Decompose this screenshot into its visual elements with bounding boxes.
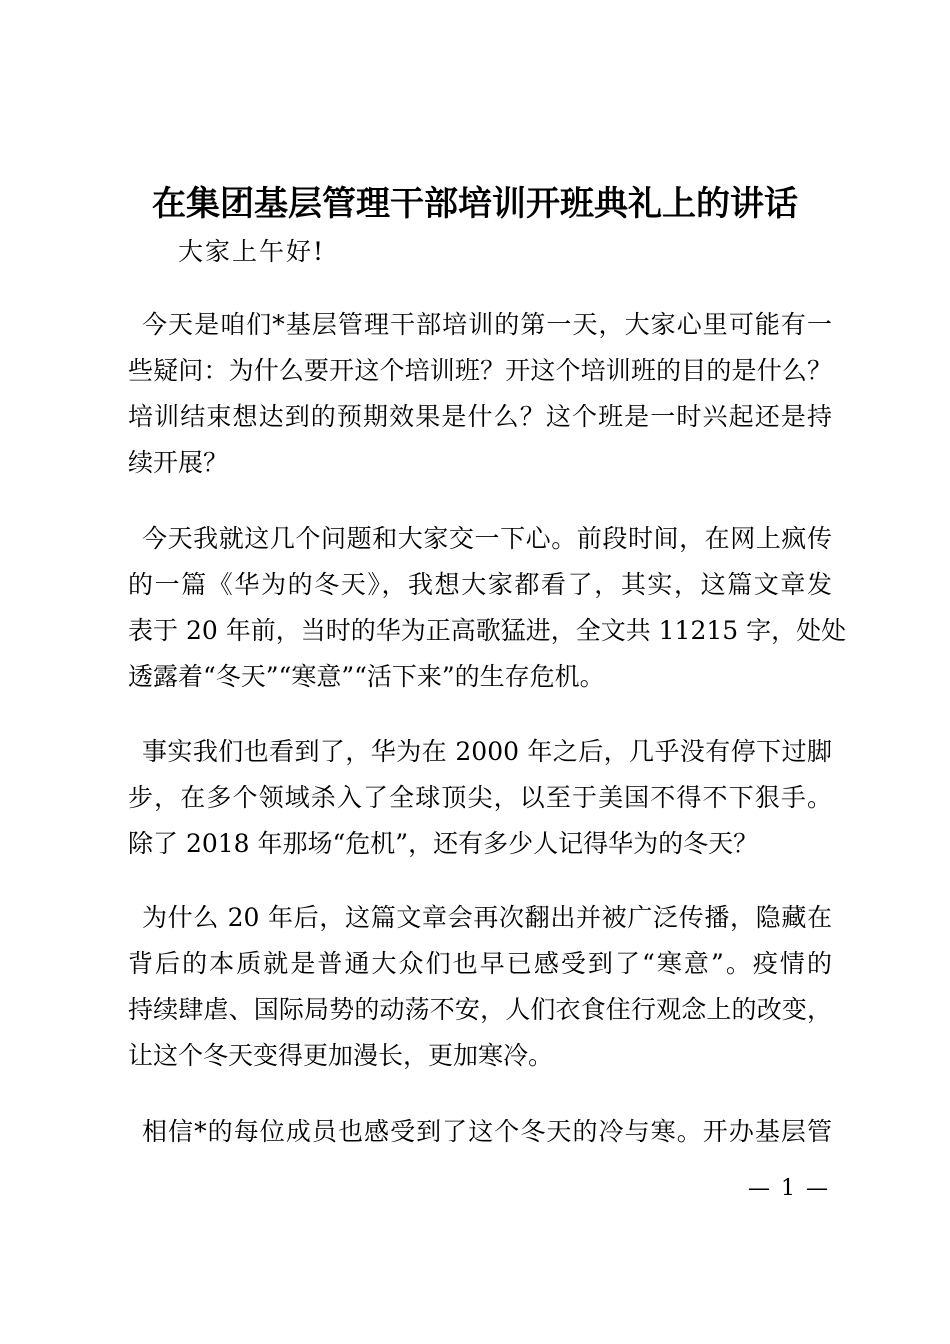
text-line: 持续肆虐、国际局势的动荡不安，人们衣食住行观念上的改变， <box>128 995 832 1024</box>
text-line: 让这个冬天变得更加漫长，更加寒冷。 <box>128 1041 554 1070</box>
text-line: 今天我就这几个问题和大家交一下心。前段时间，在网上疯传 <box>142 524 832 553</box>
text-line: 今天是咱们*基层管理干部培训的第一天，大家心里可能有一 <box>142 310 832 339</box>
paragraph <box>128 516 847 700</box>
page-number: — 1 — <box>748 1176 830 1201</box>
text-line: 培训结束想达到的预期效果是什么？这个班是一时兴起还是持 <box>128 402 832 431</box>
paragraph <box>128 302 832 486</box>
text-line: 背后的本质就是普通大众们也早已感受到了“寒意”。疫情的 <box>128 949 832 978</box>
document-title: 在集团基层管理干部培训开班典礼上的讲话 <box>152 184 798 224</box>
text-line: 相信*的每位成员也感受到了这个冬天的冷与寒。开办基层管 <box>142 1117 832 1146</box>
text-line: 为什么 20 年后，这篇文章会再次翻出并被广泛传播，隐藏在 <box>142 903 832 932</box>
text-line: 的一篇《华为的冬天》，我想大家都看了，其实，这篇文章发 <box>128 570 832 599</box>
text-line: 步，在多个领域杀入了全球顶尖，以至于美国不得不下狠手。 <box>128 783 832 812</box>
paragraph <box>128 729 832 867</box>
text-line: 透露着“冬天”“寒意”“活下来”的生存危机。 <box>128 662 605 691</box>
text-line: 些疑问：为什么要开这个培训班？开这个培训班的目的是什么？ <box>128 356 832 385</box>
text-line: 除了 2018 年那场“危机”，还有多少人记得华为的冬天？ <box>128 829 759 858</box>
text-line: 表于 20 年前，当时的华为正高歌猛进，全文共 11215 字，处处 <box>128 616 847 645</box>
greeting: 大家上午好! <box>178 237 326 266</box>
text-line: 事实我们也看到了，华为在 2000 年之后，几乎没有停下过脚 <box>142 737 832 766</box>
paragraph <box>128 1109 832 1155</box>
paragraph <box>128 895 832 1079</box>
text-line: 续开展？ <box>128 448 229 477</box>
